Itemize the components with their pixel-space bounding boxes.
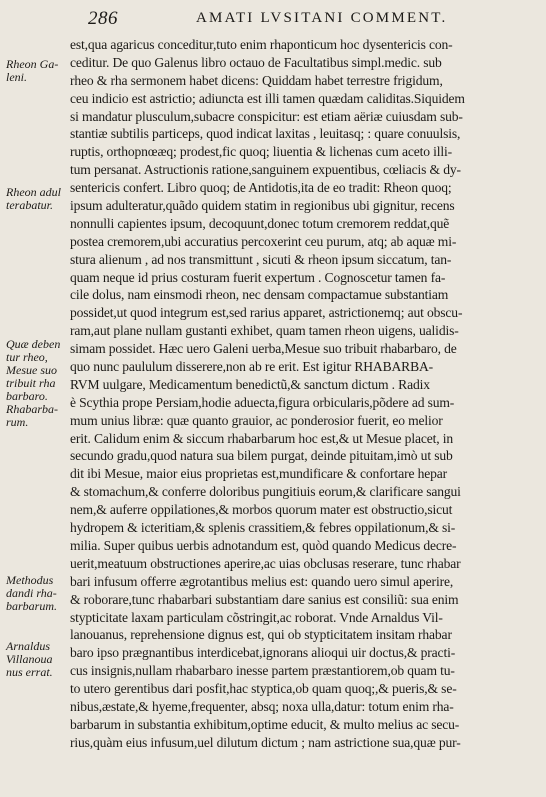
text-line: postea cremorem,ubi accuratius percoxerint ceu purum, atq; ab aquæ mi-	[70, 233, 457, 249]
margin-note-line: nus errat.	[6, 665, 53, 679]
text-line: è Scythia prope Persiam,hodie aduecta,figura orbicularis,põdere ad sum-	[70, 394, 455, 410]
margin-note-line: Villanoua	[6, 652, 53, 666]
text-line: stantiæ subtilis particeps, quod indicat laxitas , leuitasq; : quare conuulsis,	[70, 126, 461, 142]
text-line: ipsum adulteratur,quãdo quidem statim in regionibus ubi gignitur, recens	[70, 198, 455, 214]
margin-note-line: terabatur.	[6, 198, 54, 212]
margin-note-quae-debentur	[6, 338, 68, 429]
text-line: stura alienum , ad nos transmittunt , sicuti & rheon ipsum siccatum, tan-	[70, 251, 452, 267]
margin-note-line: dandi rha-	[6, 586, 57, 600]
text-line: hydropem & icteritiam,& splenis crassitiem,& febres oppilationum,& si-	[70, 520, 456, 536]
text-line: uerit,meatuum obstructiones aperire,ac uias obclusas reserare, tunc rhabar	[70, 555, 461, 571]
margin-note-arnaldus	[6, 640, 68, 679]
text-line: erit. Calidum enim & siccum rhabarbarum hoc est,& ut Mesue placet, in	[70, 430, 454, 446]
text-line: simam possidet. Hæc uero Galeni uerba,Mesue suo tribuit rhabarbaro, de	[70, 341, 457, 357]
text-line: est,qua agaricus conceditur,tuto enim rhaponticum hoc dysentericis con-	[70, 37, 453, 52]
text-line: si mandatur plusculum,subacre conspicitur: est etiam aëriæ cuiusdam sub-	[70, 108, 463, 124]
text-line: to utero gerentibus dari posfit,hac styptica,ob quam quoq;,& pueris,& se-	[70, 681, 457, 697]
margin-note-rheon-adulterabatur	[6, 186, 68, 212]
text-line: rius,quàm eius infusum,uel dilutum dictum ; nam astrictione sua,quæ pur-	[70, 734, 461, 750]
text-line: nem,& auferre oppilationes,& morbos quorum mater est obstructio,sicut	[70, 502, 453, 518]
margin-notes	[0, 0, 66, 797]
text-line: lanouanus, reprehensione dignus est, qui ob stypticitatem insitam rhabar	[70, 627, 452, 643]
margin-note-line: Quæ deben	[6, 337, 61, 351]
text-line: cile dolus, nam einsmodi rheon, nec densam compactamue substantiam	[70, 287, 449, 303]
text-line: baro ipso prægnantibus interdicebat,ignorans alioqui uir doctus,& practi-	[70, 645, 456, 661]
text-line: RVM uulgare, Medicamentum benedictũ,& sanctum dictum . Radix	[70, 376, 430, 392]
text-line: nonnulli capientes ipsum, decoquunt,donec totum cremorem reddat,quẽ	[70, 215, 450, 231]
text-line: & roborare,tunc rhabarbari substantiam dare sanius est consiliũ: sua enim	[70, 591, 459, 607]
running-head: AMATI LVSITANI COMMENT.	[196, 10, 448, 26]
margin-note-line: Mesue suo	[6, 363, 57, 377]
text-line: barbarum in substantia exhibitum,optime educit, & multo melius ac secu-	[70, 716, 460, 732]
text-line: dit ibi Mesue, maior eius proprietas est,mundificare & confortare hepar	[70, 466, 448, 482]
text-line: stypticitate laxam particulam cõstringit,ac roborat. Vnde Arnaldus Vil-	[70, 609, 443, 625]
page-number: 286	[88, 8, 118, 29]
text-line: quam neque id prius costuram fuerit expertum . Cognoscetur tamen fa-	[70, 269, 446, 285]
text-line: bari infusum offerre ægrotantibus melius est: quando uero simul aperire,	[70, 573, 454, 589]
margin-note-rheon-galeni	[6, 58, 68, 84]
text-line: secundo gradu,quod natura sua bilem purgat, deinde pituitam,imò ut sub	[70, 448, 453, 464]
text-line: ceu indicio est astrictio; adiuncta est illi tamen quædam caliditas.Siquidem	[70, 90, 465, 106]
margin-note-line: tribuit rha	[6, 376, 56, 390]
text-line: quo nunc paululum disserere,non ab re erit. Est igitur RHABARBA-	[70, 359, 434, 375]
margin-note-methodus	[6, 574, 68, 613]
text-line: ruptis, orthopnœæq; prodest,fic quoq; liuentia & lichenas cum aceto illi-	[70, 144, 453, 160]
body-text	[70, 36, 538, 752]
margin-note-line: tur rheo,	[6, 350, 48, 364]
margin-note-line: barbaro.	[6, 389, 48, 403]
text-line: possidet,ut quod integrum est,sed rarius apparet, astrictionemq; aut obscu-	[70, 305, 463, 321]
text-line: ceditur. De quo Galenus libro octauo de Facultatibus simpl.medic. sub	[70, 54, 442, 70]
text-line: sentericis confert. Libro quoq; de Antidotis,ita de eo tradit: Rheon quoq;	[70, 180, 452, 196]
margin-note-line: Methodus	[6, 573, 54, 587]
text-line: tum persanat. Astructionis ratione,sanguinem expuentibus, cœliacis & dy-	[70, 162, 461, 178]
text-line: mum unius libræ: quæ quanto grauior, ac ponderosior fuerit, eo melior	[70, 412, 443, 428]
text-line: cus insignis,nullam rhabarbaro inesse partem præstantiorem,ob quam tu-	[70, 663, 455, 679]
margin-note-line: Rheon Ga-	[6, 57, 59, 71]
margin-note-line: Arnaldus	[6, 639, 51, 653]
margin-note-line: rum.	[6, 415, 29, 429]
margin-note-line: Rheon adul	[6, 185, 61, 199]
margin-note-line: barbarum.	[6, 599, 58, 613]
text-line: nibus,æstate,& hyeme,frequenter, absq; noxa ulla,datur: totum enim rha-	[70, 698, 454, 714]
text-line: milia. Super quibus uerbis adnotandum est, quòd quando Medicus decre-	[70, 537, 457, 553]
margin-note-line: leni.	[6, 70, 27, 84]
page-header	[0, 6, 546, 32]
text-line: & stomachum,& conferre doloribus pungitiuis eorum,& clarificare sangui	[70, 484, 461, 500]
text-line: rheo & rha sermonem habet dicens: Quiddam habet terrestre frigidum,	[70, 72, 443, 88]
text-line: ram,aut plane nullam gustanti exhibet, quam tamen rheon uigens, ualidis-	[70, 323, 459, 339]
margin-note-line: Rhabarba-	[6, 402, 58, 416]
